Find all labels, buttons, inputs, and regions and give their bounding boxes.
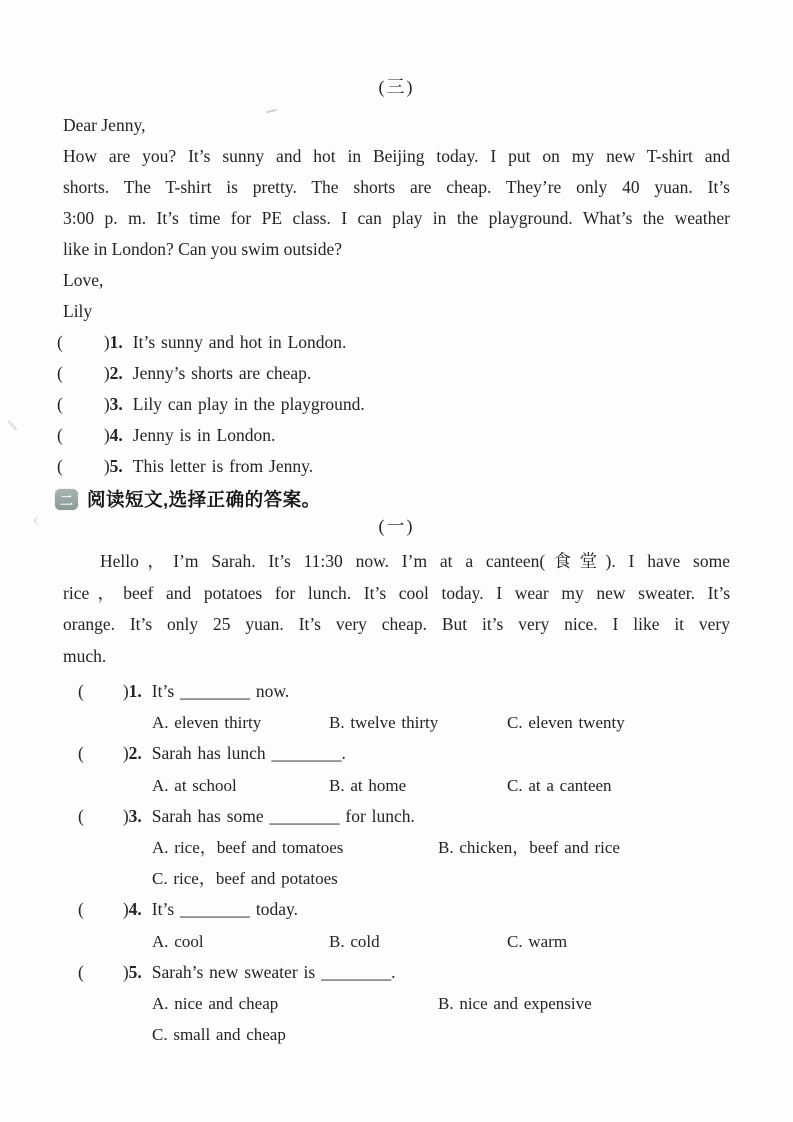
question-text: This letter is from Jenny. — [132, 456, 314, 476]
tf-item — [0, 358, 793, 389]
answer-paren-open: ( — [78, 681, 84, 701]
answer-paren-open: ( — [57, 425, 63, 445]
question-number: 2. — [128, 743, 142, 764]
option-row — [0, 863, 793, 894]
part-three-label: (三) — [378, 77, 415, 97]
reading-passage — [63, 546, 730, 672]
letter-line: 3:00 p. m. It’s time for PE class. I can play in the playground. What’s the weather — [63, 208, 730, 228]
option-b: B. nice and expensive — [438, 994, 592, 1014]
option-c: C. eleven twenty — [507, 713, 625, 733]
answer-paren-open: ( — [78, 899, 84, 920]
passage-line: Hello，I’m Sarah. It’s 11:30 now. I’m at a canteen(食堂). I have some — [100, 551, 730, 571]
question-number: 3. — [109, 394, 123, 414]
option-b: B. cold — [329, 931, 380, 951]
question-number: 2. — [109, 363, 123, 383]
question-text: It’s ________ now. — [151, 681, 290, 701]
mc-question — [0, 676, 793, 707]
answer-paren-open: ( — [57, 363, 63, 383]
question-text: Jenny’s shorts are cheap. — [132, 363, 312, 383]
answer-paren-close: ) — [122, 743, 129, 764]
mc-question — [0, 801, 793, 832]
question-number: 4. — [128, 899, 142, 920]
answer-paren-close: ) — [122, 681, 129, 701]
question-text: Sarah has some ________ for lunch. — [151, 805, 415, 826]
option-row — [0, 707, 793, 738]
true-false-questions — [0, 327, 793, 482]
question-number: 1. — [128, 681, 142, 701]
option-b: B. chicken，beef and rice — [438, 838, 620, 858]
question-number: 1. — [109, 332, 123, 352]
tf-item — [0, 389, 793, 420]
letter-line: shorts. The T-shirt is pretty. The shorts are cheap. They’re only 40 yuan. It’s — [63, 177, 730, 197]
answer-paren-open: ( — [78, 805, 84, 826]
letter-body — [63, 141, 730, 265]
question-text: It’s sunny and hot in London. — [132, 332, 347, 352]
tf-item — [0, 451, 793, 482]
option-a: A. cool — [152, 931, 204, 951]
question-number: 3. — [128, 805, 142, 826]
answer-paren-open: ( — [57, 332, 63, 352]
letter-line: like in London? Can you swim outside? — [63, 239, 342, 259]
question-text: Lily can play in the playground. — [132, 394, 365, 414]
mc-question — [0, 957, 793, 988]
passage-line: much. — [63, 645, 107, 666]
answer-paren-close: ) — [103, 332, 110, 352]
letter-salutation: Dear Jenny, — [63, 115, 146, 135]
option-a: A. nice and cheap — [152, 994, 279, 1014]
answer-paren-close: ) — [122, 961, 129, 982]
option-row — [0, 988, 793, 1019]
question-text: Sarah has lunch ________. — [151, 743, 346, 764]
option-row — [0, 832, 793, 863]
answer-paren-open: ( — [78, 961, 84, 982]
mc-question — [0, 894, 793, 925]
option-c: C. warm — [507, 931, 568, 951]
question-text: Jenny is in London. — [132, 425, 276, 445]
option-b: B. at home — [329, 775, 407, 795]
answer-paren-open: ( — [78, 743, 84, 764]
passage-line: orange. It’s only 25 yuan. It’s very cheap. But it’s very nice. I like it very — [63, 614, 730, 634]
question-number: 5. — [128, 961, 142, 982]
part-one-label: (一) — [378, 516, 415, 536]
option-b: B. twelve thirty — [329, 713, 439, 733]
section-two-header — [55, 486, 793, 512]
option-row — [0, 1019, 793, 1050]
multiple-choice-questions — [0, 676, 793, 1050]
letter-signature: Lily — [63, 301, 93, 321]
question-number: 4. — [109, 425, 123, 445]
passage-line: rice，beef and potatoes for lunch. It’s cool today. I wear my new sweater. It’s — [63, 582, 730, 603]
answer-paren-close: ) — [103, 394, 110, 414]
letter-line: How are you? It’s sunny and hot in Beijing today. I put on my new T-shirt and — [63, 146, 730, 166]
answer-paren-close: ) — [122, 805, 129, 826]
option-c: C. small and cheap — [152, 1025, 286, 1045]
question-text: Sarah’s new sweater is ________. — [151, 961, 396, 982]
mc-question — [0, 738, 793, 769]
answer-paren-close: ) — [103, 456, 110, 476]
section-instruction: 阅读短文,选择正确的答案。 — [87, 489, 321, 510]
option-a: A. at school — [152, 775, 237, 795]
option-c: C. at a canteen — [507, 775, 612, 795]
tf-item — [0, 420, 793, 451]
answer-paren-close: ) — [103, 425, 110, 445]
tf-item — [0, 327, 793, 358]
section-number-badge: 二 — [55, 489, 78, 510]
option-c: C. rice，beef and potatoes — [152, 869, 338, 889]
question-text: It’s ________ today. — [151, 899, 299, 920]
answer-paren-open: ( — [57, 456, 63, 476]
answer-paren-close: ) — [103, 363, 110, 383]
option-a: A. eleven thirty — [152, 713, 262, 733]
option-a: A. rice，beef and tomatoes — [152, 838, 344, 858]
option-row — [0, 770, 793, 801]
answer-paren-open: ( — [57, 394, 63, 414]
question-number: 5. — [109, 456, 123, 476]
answer-paren-close: ) — [122, 899, 129, 920]
option-row — [0, 926, 793, 957]
letter-closing: Love, — [63, 270, 104, 290]
